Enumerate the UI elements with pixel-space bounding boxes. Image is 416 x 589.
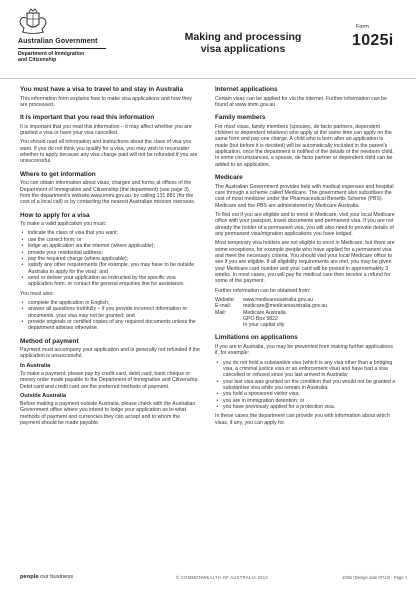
footer-brand-bold: people (20, 574, 39, 580)
section-heading-internet-applications: Internet applications (215, 86, 278, 93)
paragraph: Before making a payment outside Australia, please check with the Australian Government office where you intend to lodge your application as to what methods of payment and currencies they can accept and to whom the payment should be made payable. (20, 401, 196, 427)
paragraph: You can obtain information about visas, charges and forms at offices of the Department of Immigration and Citizenship (the department) (see page 3), from the department's website www.immi.gov.au, by calling 131 881 (for the cost of a local call) or by contacting the nearest Australian mission overseas. (20, 180, 196, 206)
government-logo-block (18, 8, 130, 70)
contact-details (215, 297, 397, 329)
form-number: 1025i (352, 32, 394, 49)
header-divider (0, 78, 416, 79)
paragraph: The Australian Government provides help with medical expenses and hospital care through a scheme called Medicare. The government also subsidises the cost of most medicine under the Pharmaceutical Benefits Scheme (PBS). Medicare and the PBS are administered by Medicare Australia. (215, 183, 394, 209)
paragraph: If you are in Australia, you may be prevented from making further applications if, for example: (215, 343, 393, 357)
list-item: • you hold a sponsored visitor visa; (215, 391, 397, 397)
list-item: • use the correct form; or (20, 237, 200, 243)
list-item: • lodge an application via the internet (where applicable); (20, 243, 200, 249)
section-heading-how-to-apply: How to apply for a visa (20, 211, 90, 219)
medicare-website-link[interactable]: www.medicareaustralia.gov.au (243, 297, 313, 304)
document-title (168, 31, 318, 55)
contact-label: Website: (215, 297, 236, 304)
list-item: • indicate the class of visa that you want; (20, 230, 200, 236)
section-heading-limitations: Limitations on applications (215, 334, 298, 342)
list-item: • satisfy any other requirements (for example, you may have to be outside Australia to apply for the visa); and (20, 262, 200, 275)
list-item: • your last visa was granted on the condition that you would not be granted a substantive visa while you remain in Australia; (215, 379, 397, 392)
medicare-mail-address: Medicare Australia GPO Box 9822 In your capital city (243, 309, 286, 329)
contact-label: Mail: (215, 309, 226, 316)
list-item: • provide your residential address; (20, 250, 200, 256)
limitations-list (215, 360, 397, 411)
footer-copyright: © COMMONWEALTH OF AUSTRALIA 2012 (176, 575, 268, 580)
page-footer (0, 573, 416, 589)
document-header (0, 0, 416, 74)
title-line-2: visa applications (200, 43, 286, 55)
list-item: • you are in immigration detention; or (215, 398, 397, 404)
paragraph: To make a payment, please pay by credit card, debit card, bank cheque or money order made payable to the Department of Immigration and Citizenship. Debit card and credit card are the preferred methods of payment. (20, 370, 199, 390)
requirements-list (20, 230, 200, 287)
list-item: • send or deliver your application as instructed by the specific visa application form, or contact the general enquiries line for assistance. (20, 275, 200, 288)
list-item: • you do not hold a substantive visa (which is any visa other than a bridging visa, a criminal justice visa or an enforcement visa) and have had a visa cancelled or refused since you last arrived in Australia; (215, 360, 397, 379)
list-item: • you have previously applied for a protection visa. (215, 404, 397, 410)
form-label: Form (356, 24, 369, 30)
section-heading-method-of-payment: Method of payment (20, 337, 79, 345)
subheading-outside-australia: Outside Australia (20, 392, 67, 399)
section-heading-visa-required: You must have a visa to travel to and stay in Australia (20, 86, 184, 93)
paragraph: Certain visas can be applied for via the internet. Further information can be found at www.immi.gov.au (215, 95, 387, 108)
footer-brand-rest: our business (38, 574, 74, 580)
paragraph: Payment must accompany your application and is generally not refunded if the application is unsuccessful. (20, 347, 200, 360)
subheading-in-australia: In Australia (20, 362, 51, 369)
title-line-1: Making and processing (184, 31, 302, 43)
paragraph: To make a valid application you must: (20, 221, 107, 228)
paragraph: This information form explains how to make visa applications and how they are processed. (20, 95, 192, 108)
contact-label: E-mail: (215, 303, 232, 310)
list-item: • answer all questions truthfully – if you provide incorrect information or documents, your visa may not be granted; and (20, 306, 200, 319)
paragraph: Most temporary visa holders are not eligible to enrol in Medicare, but there are some exceptions, for example people who have applied for a permanent visa and meet the necessary criteria. You should visit your local Medicare office to see if you are eligible. If all eligibility requirements are met, you may be given your Medicare card number and your card will be posted in approximately 3 weeks. In most cases, you will pay for medical care then receive a refund for some of the payment. (215, 240, 395, 285)
section-heading-read-information: It is important that you read this information (20, 114, 155, 122)
paragraph: It is important that you read this information – it may affect whether you are granted a visa or have your visa cancelled. (20, 123, 192, 137)
additional-requirements-list (20, 300, 200, 332)
paragraph: In these cases the department can provide you with information about which visas, if any, you can apply for. (215, 413, 390, 426)
left-column (20, 86, 200, 429)
paragraph: To find out if you are eligible and to enrol in Medicare, visit your local Medicare office with your passport, travel documents and permanent visa. If you are not already the holder of a permanent visa, you will also need to provide details of any permanent visa/migration applications you have lodged. (215, 211, 395, 237)
list-item: • provide originals or certified copies of any required documents unless the department advises otherwise. (20, 319, 200, 332)
medicare-email-link[interactable]: medicare@medicareaustralia.gov.au (243, 303, 328, 310)
list-item: • pay the required charge (where applicable); (20, 256, 200, 262)
paragraph: You must also: (20, 290, 54, 297)
list-item: • complete the application in English; (20, 300, 200, 306)
government-name: Australian Government (18, 38, 98, 45)
section-heading-medicare: Medicare (215, 174, 243, 182)
section-heading-family-members: Family members (215, 114, 266, 122)
paragraph: Further information can be obtained from: (215, 287, 311, 294)
right-column (215, 86, 397, 429)
department-line-1: Department of Immigration (18, 51, 85, 57)
department-line-2: and Citizenship (18, 57, 57, 64)
section-heading-where-to-get-information: Where to get information (20, 170, 96, 178)
footer-brand (20, 574, 73, 580)
logo-divider (18, 48, 106, 49)
paragraph: For most visas, family members (spouses, de facto partners, dependent children or dependent relatives) who apply at the same time can apply on the same form and pay one charge. A child who is born after an application is made (but before it is decided) will be automatically included in the parent's application, once the department is notified of the details of the newborn child. In some circumstances, a spouse, de facto partner or dependent child can be added to an application. (215, 123, 394, 168)
department-name (18, 51, 84, 64)
footer-form-code: 1025i (Design date 07/12) - Page 1 (342, 575, 408, 580)
paragraph: You should read all information and instructions about the class of visa you want. If you do not think you qualify for a visa, you may wish to reconsider whether to apply because any visa charge paid will not be refunded if you are unsuccessful. (20, 139, 198, 165)
coat-of-arms-icon (18, 8, 48, 36)
